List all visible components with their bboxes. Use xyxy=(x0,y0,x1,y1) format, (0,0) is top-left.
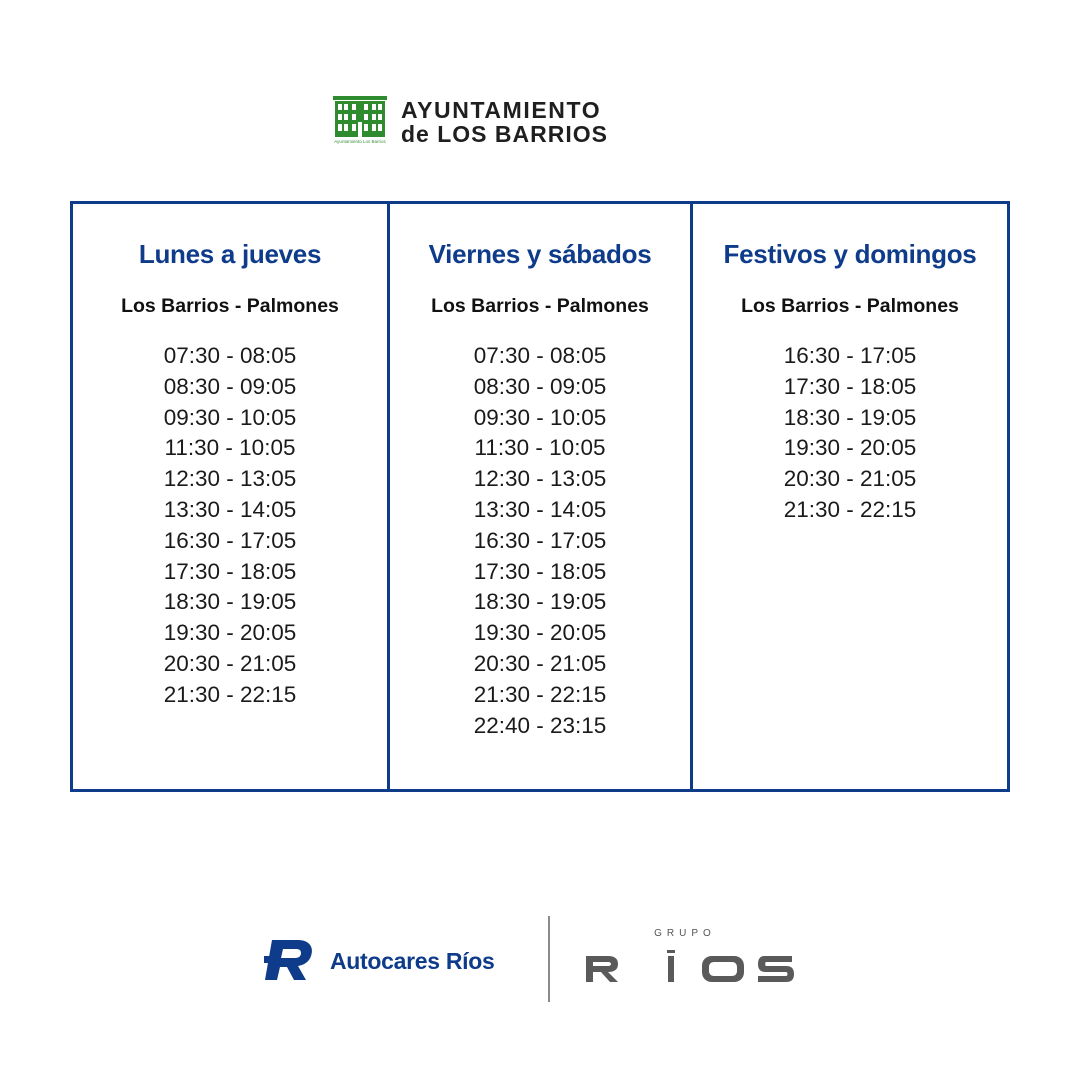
time-slot: 22:40 - 23:15 xyxy=(473,712,607,738)
time-slot: 16:30 - 17:05 xyxy=(783,343,917,368)
time-slot: 09:30 - 10:05 xyxy=(163,404,297,430)
time-slot: 21:30 - 22:15 xyxy=(783,496,917,522)
ayuntamiento-line-1: AYUNTAMIENTO xyxy=(401,97,602,123)
footer-divider xyxy=(548,916,550,1002)
column-title: Festivos y domingos xyxy=(723,239,977,269)
time-slot: 17:30 - 18:05 xyxy=(473,558,607,584)
time-slot: 18:30 - 19:05 xyxy=(473,589,607,615)
time-slot: 17:30 - 18:05 xyxy=(163,558,297,584)
time-slot: 20:30 - 21:05 xyxy=(783,466,917,492)
schedule-column-friday-saturday xyxy=(387,204,690,789)
schedule-column-weekdays xyxy=(73,204,387,789)
emblem-caption: Ayuntamiento Los Barrios xyxy=(334,139,386,144)
footer-brands xyxy=(0,900,1080,1020)
time-slot: 17:30 - 18:05 xyxy=(783,373,917,399)
time-slot: 11:30 - 10:05 xyxy=(164,435,296,461)
schedule-column-holidays-sundays xyxy=(690,204,1007,789)
time-slot: 16:30 - 17:05 xyxy=(473,527,607,553)
time-slot: 13:30 - 14:05 xyxy=(163,496,297,522)
ayuntamiento-logo xyxy=(333,96,753,154)
time-slot: 09:30 - 10:05 xyxy=(473,404,607,430)
times-list xyxy=(390,341,690,741)
time-slot: 20:30 - 21:05 xyxy=(163,650,297,676)
time-slot: 19:30 - 20:05 xyxy=(473,620,607,646)
time-slot: 12:30 - 13:05 xyxy=(473,466,607,492)
grupo-label: GRUPO xyxy=(654,928,716,939)
time-slot: 19:30 - 20:05 xyxy=(163,620,297,646)
time-slot: 18:30 - 19:05 xyxy=(163,589,297,615)
ayuntamiento-name xyxy=(401,98,608,146)
times-list xyxy=(73,341,387,711)
time-slot: 13:30 - 14:05 xyxy=(473,496,607,522)
time-slot: 07:30 - 08:05 xyxy=(163,343,297,368)
ayuntamiento-line-2: de LOS BARRIOS xyxy=(401,121,608,147)
town-hall-emblem-icon xyxy=(333,96,387,138)
column-title: Lunes a jueves xyxy=(138,239,322,269)
time-slot: 12:30 - 13:05 xyxy=(163,466,297,492)
time-slot: 19:30 - 20:05 xyxy=(783,435,917,461)
route-label: Los Barrios - Palmones xyxy=(121,295,339,317)
time-slot: 21:30 - 22:15 xyxy=(473,681,607,707)
time-slot: 08:30 - 09:05 xyxy=(473,373,607,399)
grupo-rios-wordmark xyxy=(584,950,796,984)
time-slot: 16:30 - 17:05 xyxy=(163,527,297,553)
time-slot: 07:30 - 08:05 xyxy=(473,343,607,368)
route-label: Los Barrios - Palmones xyxy=(741,295,959,317)
timetable xyxy=(70,201,1010,792)
time-slot: 20:30 - 21:05 xyxy=(473,650,607,676)
times-list xyxy=(693,341,1007,526)
column-title: Viernes y sábados xyxy=(428,239,652,269)
time-slot: 18:30 - 19:05 xyxy=(783,404,917,430)
route-label: Los Barrios - Palmones xyxy=(431,295,649,317)
time-slot: 21:30 - 22:15 xyxy=(163,681,297,707)
time-slot: 08:30 - 09:05 xyxy=(163,373,297,399)
time-slot: 11:30 - 10:05 xyxy=(474,435,606,461)
autocares-rios-name: Autocares Ríos xyxy=(330,948,495,974)
autocares-rios-r-logo-icon xyxy=(264,936,314,984)
